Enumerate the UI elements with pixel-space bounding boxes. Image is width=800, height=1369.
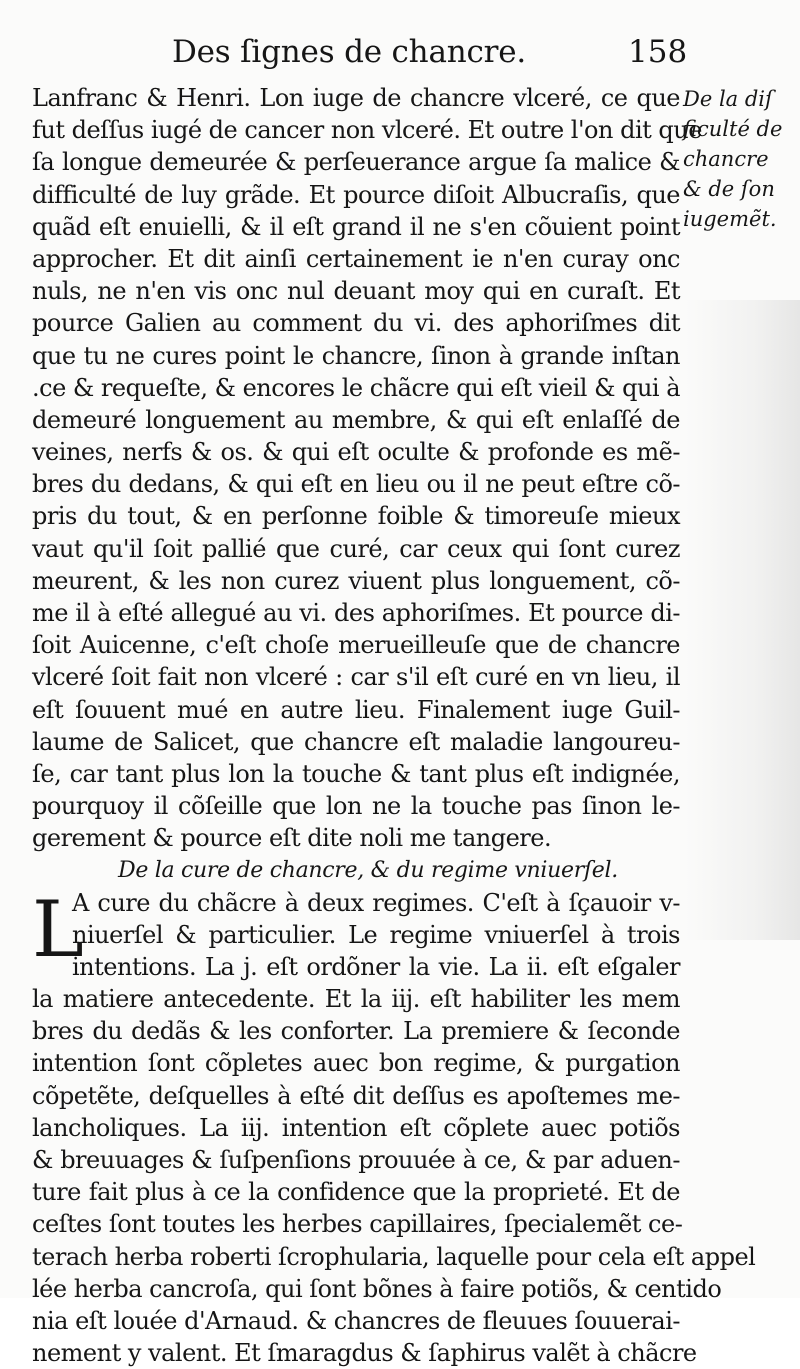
text-line: fut deſſus iugé de cancer non vlceré. Et outre l'on dit que: [32, 114, 680, 146]
running-title: Des ſignes de chancre.: [172, 34, 526, 70]
text-line: A cure du chãcre à deux regimes. C'eſt à ſçauoir v-: [32, 887, 680, 919]
text-line: ſoit Auicenne, c'eſt choſe merueilleuſe que de chancre: [32, 629, 680, 661]
text-line: laume de Salicet, que chancre eſt maladie langoureu-: [32, 726, 680, 758]
text-line: lancholiques. La iij. intention eſt cõplete auec potiõs: [32, 1112, 680, 1144]
paragraph-cure: [32, 887, 680, 1369]
show-through-shadow: [685, 300, 800, 940]
text-line: veines, nerfs & os. & qui eſt oculte & profonde es mẽ-: [32, 436, 680, 468]
text-line: que tu ne cures point le chancre, ſinon à grande inſtan: [32, 340, 680, 372]
text-line: meurent, & les non curez viuent plus longuement, cõ-: [32, 565, 680, 597]
text-line: ſa longue demeurée & perſeuerance argue ſa malice &: [32, 146, 680, 178]
section-heading: De la cure de chancre, & du regime vniuerſel.: [32, 855, 680, 887]
main-text-block: [32, 82, 680, 1369]
text-line: gerement & pource eſt dite noli me tangere.: [32, 822, 680, 854]
text-line: intention ſont cõpletes auec bon regime, & purgation: [32, 1047, 680, 1079]
text-line: nia eſt louée d'Arnaud. & chancres de fleuues ſouuerai-: [32, 1305, 680, 1337]
text-line: ſe, car tant plus lon la touche & tant plus eſt indignée,: [32, 758, 680, 790]
marginal-note-line: iugemẽt.: [683, 204, 795, 234]
running-head: [0, 34, 800, 74]
text-line: terach herba roberti ſcrophularia, laquelle pour cela eſt appel: [32, 1241, 680, 1273]
text-line: lée herba cancroſa, qui ſont bõnes à faire potiõs, & centido: [32, 1273, 680, 1305]
page-number: 158: [628, 34, 687, 70]
text-line: .ce & requeſte, & encores le chãcre qui eſt vieil & qui à: [32, 372, 680, 404]
marginal-note-line: ficulté de: [683, 114, 795, 144]
text-line: ture fait plus à ce la confidence que la proprieté. Et de: [32, 1176, 680, 1208]
text-line: vlceré ſoit fait non vlceré : car s'il eſt curé en vn lieu, il: [32, 661, 680, 693]
text-line: bres du dedans, & qui eſt en lieu ou il ne peut eſtre cõ-: [32, 468, 680, 500]
text-line: eſt ſouuent mué en autre lieu. Finalement iuge Guil-: [32, 694, 680, 726]
text-line: quãd eſt enuielli, & il eſt grand il ne s'en cõuient point: [32, 211, 680, 243]
text-line: la matiere antecedente. Et la iij. eſt habiliter les mem: [32, 983, 680, 1015]
drop-cap: L: [32, 895, 84, 965]
text-line: niuerſel & particulier. Le regime vniuerſel à trois: [32, 919, 680, 951]
paragraph-prognosis: [32, 82, 680, 855]
marginal-note-line: chancre: [683, 144, 795, 174]
text-line: nuls, ne n'en vis onc nul deuant moy qui en curaſt. Et: [32, 275, 680, 307]
text-line: & breuuages & ſuſpenſions prouuée à ce, & par aduen-: [32, 1144, 680, 1176]
text-line: nement y valent. Et ſmaragdus & ſaphirus valẽt à chãcre: [32, 1337, 680, 1369]
text-line: approcher. Et dit ainſi certainement ie n'en curay onc: [32, 243, 680, 275]
text-line: cõpetẽte, deſquelles à eſté dit deſſus es apoſtemes me-: [32, 1080, 680, 1112]
text-line: Lanfranc & Henri. Lon iuge de chancre vlceré, ce que: [32, 82, 680, 114]
marginal-note: [683, 84, 795, 234]
text-line: me il à eſté allegué au vi. des aphoriſmes. Et pource di-: [32, 597, 680, 629]
text-line: difficulté de luy grãde. Et pource diſoit Albucraſis, que: [32, 179, 680, 211]
text-line: pource Galien au comment du vi. des aphoriſmes dit: [32, 307, 680, 339]
text-line: demeuré longuement au membre, & qui eſt enlaſſé de: [32, 404, 680, 436]
marginal-note-line: De la diſ: [683, 84, 795, 114]
text-line: ceſtes ſont toutes les herbes capillaires, ſpecialemẽt ce-: [32, 1208, 680, 1240]
text-line: bres du dedãs & les conforter. La premiere & ſeconde: [32, 1015, 680, 1047]
text-line: vaut qu'il ſoit pallié que curé, car ceux qui ſont curez: [32, 533, 680, 565]
text-line: intentions. La j. eſt ordõner la vie. La ii. eſt eſgaler: [32, 951, 680, 983]
text-line: pourquoy il cõſeille que lon ne la touche pas ſinon le-: [32, 790, 680, 822]
marginal-note-line: & de ſon: [683, 174, 795, 204]
text-line: pris du tout, & en perſonne foible & timoreuſe mieux: [32, 500, 680, 532]
